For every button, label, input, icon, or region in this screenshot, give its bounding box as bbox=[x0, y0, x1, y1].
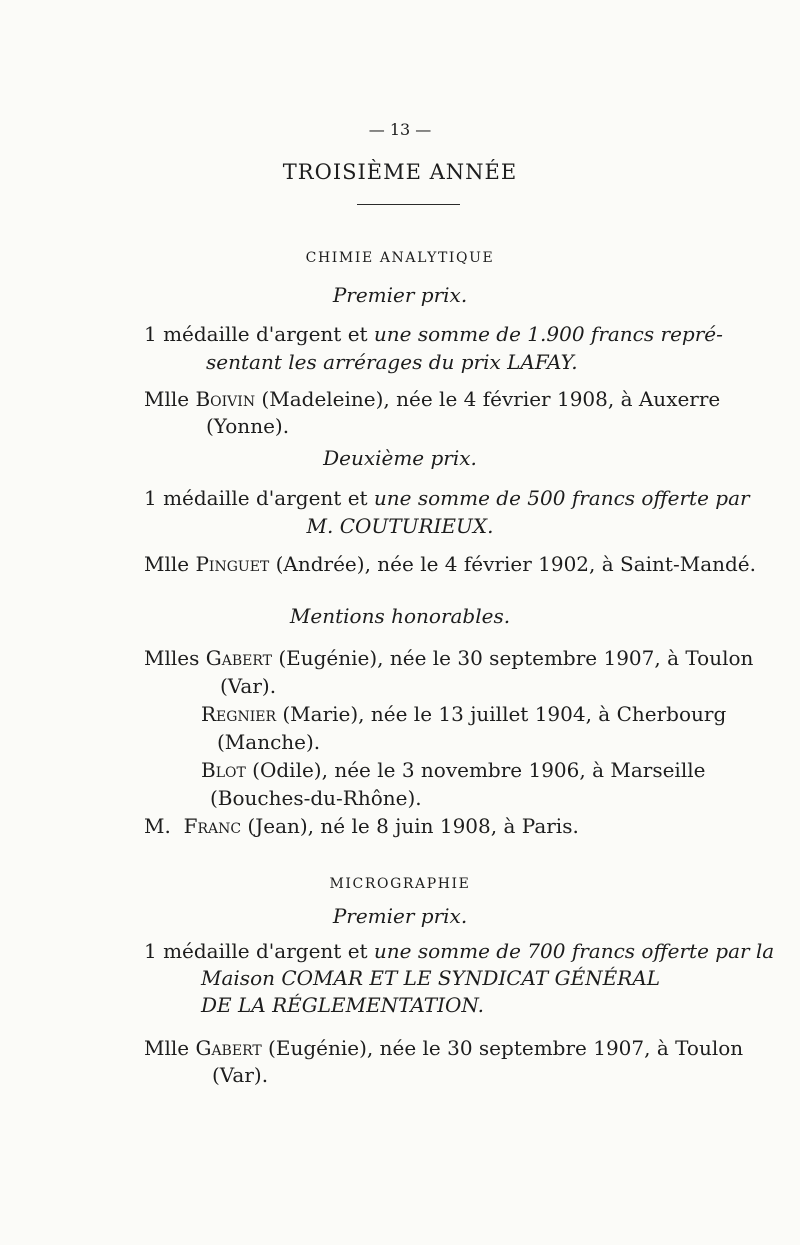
winner-title: Mlle bbox=[144, 1036, 196, 1060]
mention-line bbox=[0, 646, 800, 670]
section-heading: MICROGRAPHIE bbox=[329, 876, 471, 892]
mention-name: Gabert bbox=[205, 646, 272, 670]
award-line: sentant les arrérages du prix LAFAY. bbox=[206, 350, 578, 374]
winner-line-cont: (Var). bbox=[212, 1063, 269, 1087]
award-text: 1 médaille d'argent et bbox=[144, 322, 374, 346]
winner-name: Boivin bbox=[195, 387, 256, 411]
winner-name: Gabert bbox=[195, 1036, 262, 1060]
mention-line bbox=[0, 702, 800, 726]
award-line bbox=[0, 486, 800, 510]
winner-title: Mlle bbox=[144, 552, 196, 576]
winner-details: (Eugénie), née le 30 septembre 1907, à Toulon bbox=[261, 1036, 744, 1060]
mention-name: Regnier bbox=[201, 702, 277, 726]
mentions-label: Mentions honorables. bbox=[289, 604, 511, 628]
winner-line bbox=[0, 1036, 800, 1060]
mention-line bbox=[0, 758, 800, 782]
mention-line-cont: (Bouches-du-Rhône). bbox=[210, 786, 422, 810]
mention-details: (Eugénie), née le 30 septembre 1907, à Toulon bbox=[271, 646, 754, 670]
award-line bbox=[0, 322, 800, 346]
winner-line bbox=[0, 552, 800, 576]
mention-line-cont: (Var). bbox=[220, 674, 277, 698]
section-heading: CHIMIE ANALYTIQUE bbox=[305, 250, 495, 266]
award-line: M. COUTURIEUX. bbox=[306, 514, 494, 538]
mention-prefix: Mlles bbox=[144, 646, 206, 670]
prize-label: Premier prix. bbox=[332, 904, 468, 928]
award-text-italic: une somme de 700 francs offerte par la bbox=[373, 939, 775, 963]
prize-label: Deuxième prix. bbox=[323, 446, 477, 470]
mention-line-cont: (Manche). bbox=[217, 730, 321, 754]
award-text: 1 médaille d'argent et bbox=[144, 939, 374, 963]
page-title: TROISIÈME ANNÉE bbox=[282, 160, 518, 184]
prize-label: Premier prix. bbox=[332, 283, 468, 307]
award-line bbox=[0, 939, 800, 963]
mention-name: Blot bbox=[201, 758, 246, 782]
winner-line bbox=[0, 387, 800, 411]
winner-details: (Andrée), née le 4 février 1902, à Saint-Mandé. bbox=[269, 552, 756, 576]
winner-line-cont: (Yonne). bbox=[206, 414, 290, 438]
mention-details: (Marie), née le 13 juillet 1904, à Cherbourg bbox=[276, 702, 727, 726]
mention-line bbox=[0, 814, 800, 838]
winner-name: Pinguet bbox=[195, 552, 270, 576]
winner-title: Mlle bbox=[144, 387, 196, 411]
winner-details: (Madeleine), née le 4 février 1908, à Auxerre bbox=[255, 387, 721, 411]
award-line: DE LA RÉGLEMENTATION. bbox=[201, 993, 484, 1017]
award-text-italic: une somme de 500 francs offerte par bbox=[373, 486, 750, 510]
mention-details: (Jean), né le 8 juin 1908, à Paris. bbox=[241, 814, 579, 838]
award-text-italic: une somme de 1.900 francs repré- bbox=[373, 322, 723, 346]
page-number: — 13 — bbox=[368, 120, 432, 139]
award-text: 1 médaille d'argent et bbox=[144, 486, 374, 510]
mention-prefix: M. bbox=[144, 814, 184, 838]
award-line: Maison COMAR ET LE SYNDICAT GÉNÉRAL bbox=[201, 966, 661, 990]
title-rule bbox=[357, 204, 460, 205]
mention-details: (Odile), née le 3 novembre 1906, à Marseille bbox=[245, 758, 706, 782]
mention-name: Franc bbox=[183, 814, 242, 838]
